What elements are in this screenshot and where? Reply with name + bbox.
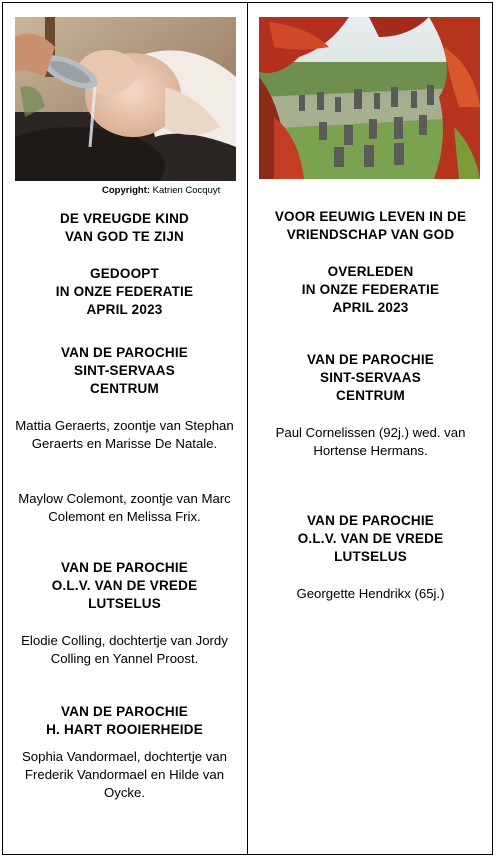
deaths-column — [248, 2, 493, 855]
cemetery-photo — [259, 17, 480, 179]
baptism-photo — [15, 17, 236, 181]
right-parish-olv: VAN DE PAROCHIE O.L.V. VAN DE VREDE LUTSELUS — [297, 513, 444, 564]
baptism-entry: Sophia Vandormael, dochtertje van Frederik Vandormael en Hilde van Oycke. — [21, 749, 228, 800]
left-heading-baptized: GEDOOPT IN ONZE FEDERATIE APRIL 2023 — [55, 266, 194, 317]
right-heading-eternal-life: VOOR EEUWIG LEVEN IN DE VRIENDSCHAP VAN GOD — [274, 209, 467, 242]
baptism-entry: Elodie Colling, dochtertje van Jordy Colling en Yannel Proost. — [21, 633, 228, 666]
baptism-entry: Maylow Colemont, zoontje van Marc Colemont en Melissa Frix. — [18, 491, 231, 524]
left-parish-h-hart: VAN DE PAROCHIE H. HART ROOIERHEIDE — [46, 704, 203, 737]
right-heading-deceased: OVERLEDEN IN ONZE FEDERATIE APRIL 2023 — [301, 264, 440, 315]
death-entry: Georgette Hendrikx (65j.) — [296, 586, 445, 601]
left-parish-sint-servaas: VAN DE PAROCHIE SINT-SERVAAS CENTRUM — [60, 345, 188, 396]
left-heading-joy: DE VREUGDE KIND VAN GOD TE ZIJN — [59, 211, 189, 244]
right-parish-sint-servaas: VAN DE PAROCHIE SINT-SERVAAS CENTRUM — [306, 352, 434, 403]
death-entry: Paul Cornelissen (92j.) wed. van Hortense Hermans. — [275, 425, 466, 458]
baptisms-column — [2, 2, 248, 855]
left-parish-olv: VAN DE PAROCHIE O.L.V. VAN DE VREDE LUTSELUS — [51, 560, 198, 611]
photo-copyright: Copyright: Katrien Cocquyt — [102, 185, 221, 196]
baptism-entry: Mattia Geraerts, zoontje van Stephan Geraerts en Marisse De Natale. — [15, 418, 234, 451]
